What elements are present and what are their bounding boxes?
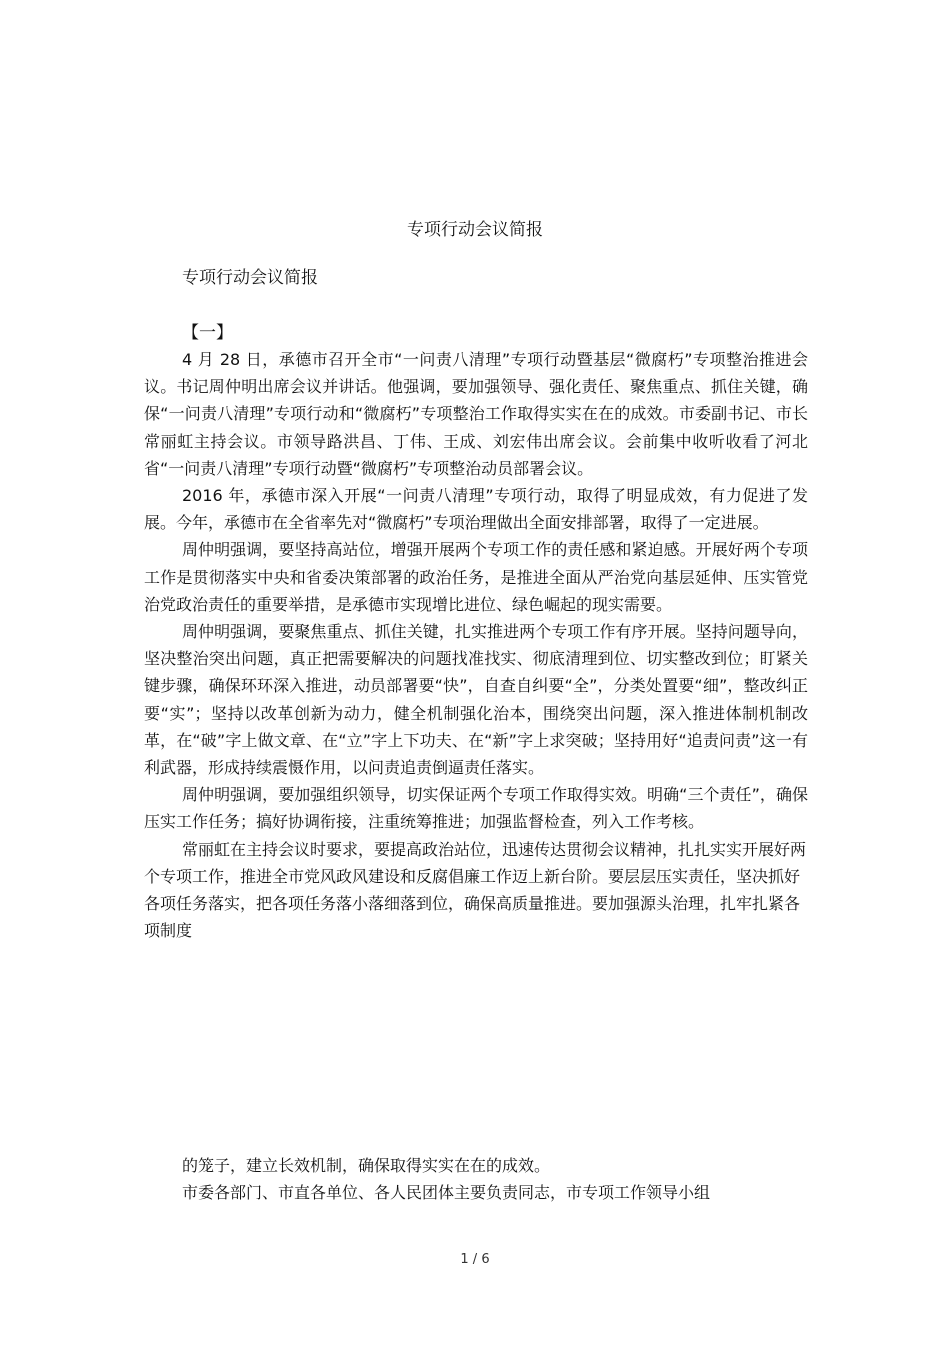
body-text-block-continued: [144, 1152, 808, 1206]
paragraph: 2016 年，承德市深入开展“一问责八清理”专项行动，取得了明显成效，有力促进了发展。今年，承德市在全省率先对“微腐朽”专项治理做出全面安排部署，取得了一定进展。: [144, 486, 808, 533]
paragraph: 周仲明强调，要坚持高站位，增强开展两个专项工作的责任感和紧迫感。开展好两个专项工作是贯彻落实中央和省委决策部署的政治任务，是推进全面从严治党向基层延伸、压实管党治党政治责任的重要举措，是承德市实现增比进位、绿色崛起的现实需要。: [144, 540, 808, 614]
section-mark: 【一】: [182, 323, 233, 343]
paragraph: 4 月 28 日，承德市召开全市“一问责八清理”专项行动暨基层“微腐朽”专项整治推进会议。书记周仲明出席会议并讲话。他强调，要加强领导、强化责任、聚焦重点、抓住关键，确保“一问责八清理”专项行动和“微腐朽”专项整治工作取得实实在在的成效。市委副书记、市长常丽虹主持会议。市领导路洪昌、丁伟、王成、刘宏伟出席会议。会前集中收听收看了河北省“一问责八清理”专项行动暨“微腐朽”专项整治动员部署会议。: [144, 350, 808, 478]
page-title: 专项行动会议简报: [407, 220, 543, 240]
paragraph: 周仲明强调，要聚焦重点、抓住关键，扎实推进两个专项工作有序开展。坚持问题导向，坚决整治突出问题，真正把需要解决的问题找准找实、彻底清理到位、切实整改到位；盯紧关键步骤，确保环环深入推进，动员部署要“快”，自查自纠要“全”，分类处置要“细”，整改纠正要“实”；坚持以改革创新为动力，健全机制强化治本，围绕突出问题，深入推进体制机制改革，在“破”字上做文章、在“立”字上下功夫、在“新”字上求突破；坚持用好“追责问责”这一有利武器，形成持续震慑作用，以问责追责倒逼责任落实。: [144, 622, 808, 778]
paragraph: 常丽虹在主持会议时要求，要提高政治站位，迅速传达贯彻会议精神，扎扎实实开展好两个专项工作，推进全市党风政风建设和反腐倡廉工作迈上新台阶。要层层压实责任，坚决抓好各项任务落实，把各项任务落小落细落到位，确保高质量推进。要加强源头治理，扎牢扎紧各项制度: [144, 839, 807, 941]
paragraph: 的笼子，建立长效机制，确保取得实实在在的成效。: [182, 1156, 551, 1175]
paragraph: 周仲明强调，要加强组织领导，切实保证两个专项工作取得实效。明确“三个责任”，确保压实工作任务；搞好协调衔接，注重统筹推进；加强监督检查，列入工作考核。: [144, 785, 808, 832]
page-number: 1 / 6: [460, 1252, 490, 1267]
body-text-block: [144, 346, 808, 944]
paragraph: 市委各部门、市直各单位、各人民团体主要负责同志，市专项工作领导小组: [182, 1183, 711, 1203]
subtitle: 专项行动会议简报: [182, 268, 318, 288]
